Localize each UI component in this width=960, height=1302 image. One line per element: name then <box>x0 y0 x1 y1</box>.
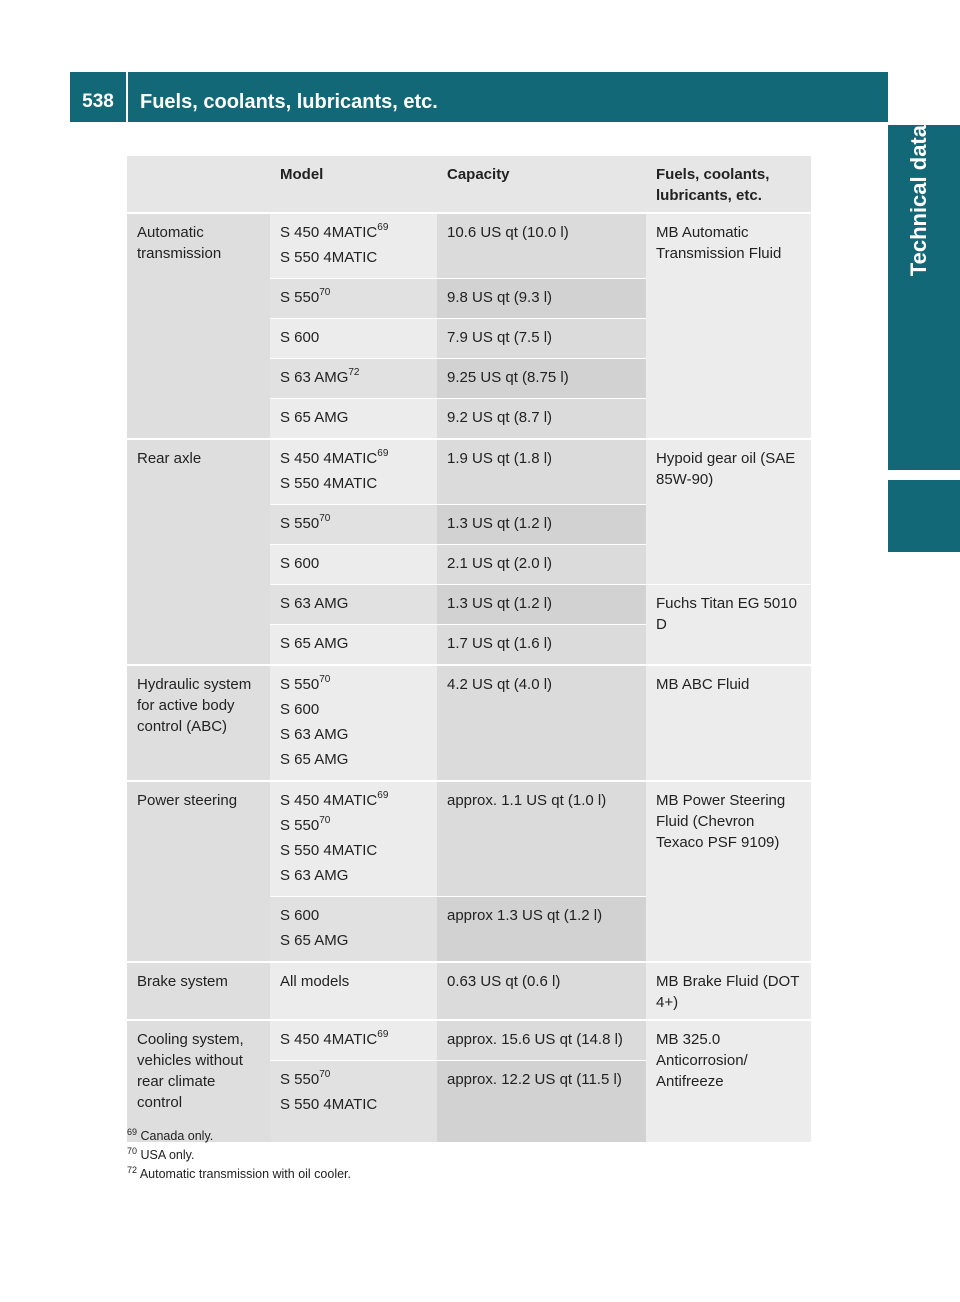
footnote: $^{72}$ Automatic transmission with oil cooler. <box>127 1165 352 1181</box>
page-header <box>70 72 888 122</box>
model-name: S $550^{70}$ <box>280 1069 331 1088</box>
model-name: S 65 AMG <box>280 751 349 768</box>
model-cell <box>270 318 437 358</box>
model-cell <box>270 398 437 438</box>
section-tab-marker <box>888 480 960 552</box>
table-row <box>127 1019 811 1060</box>
category-cell: Automatic transmission <box>127 212 270 438</box>
model-cell <box>270 896 437 961</box>
model-name: S 550 4MATIC <box>280 1096 378 1113</box>
category-cell: Hydraulic system for active body control (ABC) <box>127 664 270 780</box>
footnotes <box>127 1127 351 1184</box>
capacity-cell: 1.3 US qt (1.2 l) <box>437 584 646 624</box>
model-cell <box>270 438 437 504</box>
header-blank <box>127 156 270 212</box>
footnote-ref: 70 <box>319 287 331 298</box>
model-cell <box>270 961 437 1019</box>
table-row <box>127 780 811 896</box>
model-cell <box>270 584 437 624</box>
table-row <box>127 212 811 278</box>
footnote: $^{69}$ Canada only. <box>127 1127 214 1143</box>
capacity-cell: 10.6 US qt (10.0 l) <box>437 212 646 278</box>
fluid-cell: MB Automatic Transmission Fluid <box>646 212 811 438</box>
model-name: S 550 4MATIC <box>280 475 378 492</box>
capacity-cell: 7.9 US qt (7.5 l) <box>437 318 646 358</box>
table-row <box>127 438 811 504</box>
page-number: 538 <box>70 72 126 122</box>
table-row <box>127 664 811 780</box>
model-cell <box>270 1019 437 1060</box>
capacity-cell: 9.8 US qt (9.3 l) <box>437 278 646 318</box>
header-capacity: Capacity <box>437 156 646 212</box>
fluid-cell: MB ABC Fluid <box>646 664 811 780</box>
model-cell <box>270 358 437 398</box>
capacity-cell: 2.1 US qt (2.0 l) <box>437 544 646 584</box>
model-name: S 450 4MATIC$^{69}$ <box>280 222 389 241</box>
category-cell: Power steering <box>127 780 270 961</box>
capacity-cell: 0.63 US qt (0.6 l) <box>437 961 646 1019</box>
capacity-cell: approx. 1.1 US qt (1.0 l) <box>437 780 646 896</box>
category-cell: Rear axle <box>127 438 270 664</box>
capacity-cell: 1.9 US qt (1.8 l) <box>437 438 646 504</box>
fluid-cell: Hypoid gear oil (SAE 85W-90) <box>646 438 811 584</box>
capacity-cell: 1.3 US qt (1.2 l) <box>437 504 646 544</box>
model-cell <box>270 664 437 780</box>
capacity-table <box>127 156 811 1142</box>
model-cell <box>270 780 437 896</box>
footnote: $^{70}$ USA only. <box>127 1146 195 1162</box>
model-cell <box>270 504 437 544</box>
model-cell <box>270 624 437 664</box>
model-name: S $550^{70}$ <box>280 513 331 532</box>
header-fluids: Fuels, coolants, lubricants, etc. <box>646 156 811 212</box>
model-name: S 63 AMG$^{72}$ <box>280 367 360 386</box>
model-cell <box>270 544 437 584</box>
model-cell <box>270 212 437 278</box>
model-name: S 550 4MATIC <box>280 842 378 859</box>
footnote-ref: 69 <box>377 1029 389 1040</box>
header-model: Model <box>270 156 437 212</box>
model-name: S 550 4MATIC <box>280 249 378 266</box>
model-name: S 63 AMG <box>280 595 349 612</box>
category-cell: Cooling system, vehicles without rear climate control <box>127 1019 270 1142</box>
category-cell: Brake system <box>127 961 270 1019</box>
capacity-cell: 4.2 US qt (4.0 l) <box>437 664 646 780</box>
footnote-ref: 69 <box>377 790 389 801</box>
model-name: S 63 AMG <box>280 726 349 743</box>
model-name: S $550^{70}$ <box>280 815 331 834</box>
model-name: S 63 AMG <box>280 867 349 884</box>
model-name: S 65 AMG <box>280 932 349 949</box>
capacity-cell: approx. 12.2 US qt (11.5 l) <box>437 1060 646 1142</box>
model-cell <box>270 278 437 318</box>
section-tab <box>888 125 960 470</box>
model-name: S 600 <box>280 701 320 718</box>
model-name: S 65 AMG <box>280 409 349 426</box>
capacity-cell: approx. 15.6 US qt (14.8 l) <box>437 1019 646 1060</box>
footnote-ref: 72 <box>348 367 360 378</box>
capacity-cell: 9.25 US qt (8.75 l) <box>437 358 646 398</box>
footnote-ref: 69 <box>377 222 389 233</box>
model-name: S 600 <box>280 907 320 924</box>
footnote-ref: 70 <box>319 513 331 524</box>
fluid-cell: MB Brake Fluid (DOT 4+) <box>646 961 811 1019</box>
table-row <box>127 961 811 1019</box>
footnote-ref: 70 <box>319 674 331 685</box>
page-title: Fuels, coolants, lubricants, etc. <box>128 72 888 122</box>
model-name: All models <box>280 973 350 990</box>
model-name: S $550^{70}$ <box>280 674 331 693</box>
model-name: S 450 4MATIC$^{69}$ <box>280 448 389 467</box>
capacity-cell: 1.7 US qt (1.6 l) <box>437 624 646 664</box>
section-tab-label: Technical data <box>906 125 931 277</box>
model-name: S 450 4MATIC$^{69}$ <box>280 790 389 809</box>
model-name: S 65 AMG <box>280 635 349 652</box>
table-header-row <box>127 156 811 212</box>
model-name: S 600 <box>280 555 320 572</box>
model-name: S 450 4MATIC$^{69}$ <box>280 1029 389 1048</box>
footnote-ref: 70 <box>319 815 331 826</box>
footnote-ref: 70 <box>319 1069 331 1080</box>
capacity-cell: 9.2 US qt (8.7 l) <box>437 398 646 438</box>
model-name: S 600 <box>280 329 320 346</box>
model-name: S $550^{70}$ <box>280 287 331 306</box>
footnote-ref: 69 <box>377 448 389 459</box>
fluid-cell: MB Power Steering Fluid (Chevron Texaco PSF 9109) <box>646 780 811 961</box>
fluid-cell: Fuchs Titan EG 5010 D <box>646 584 811 664</box>
capacity-cell: approx 1.3 US qt (1.2 l) <box>437 896 646 961</box>
fluid-cell: MB 325.0 Anticorrosion/ Antifreeze <box>646 1019 811 1142</box>
